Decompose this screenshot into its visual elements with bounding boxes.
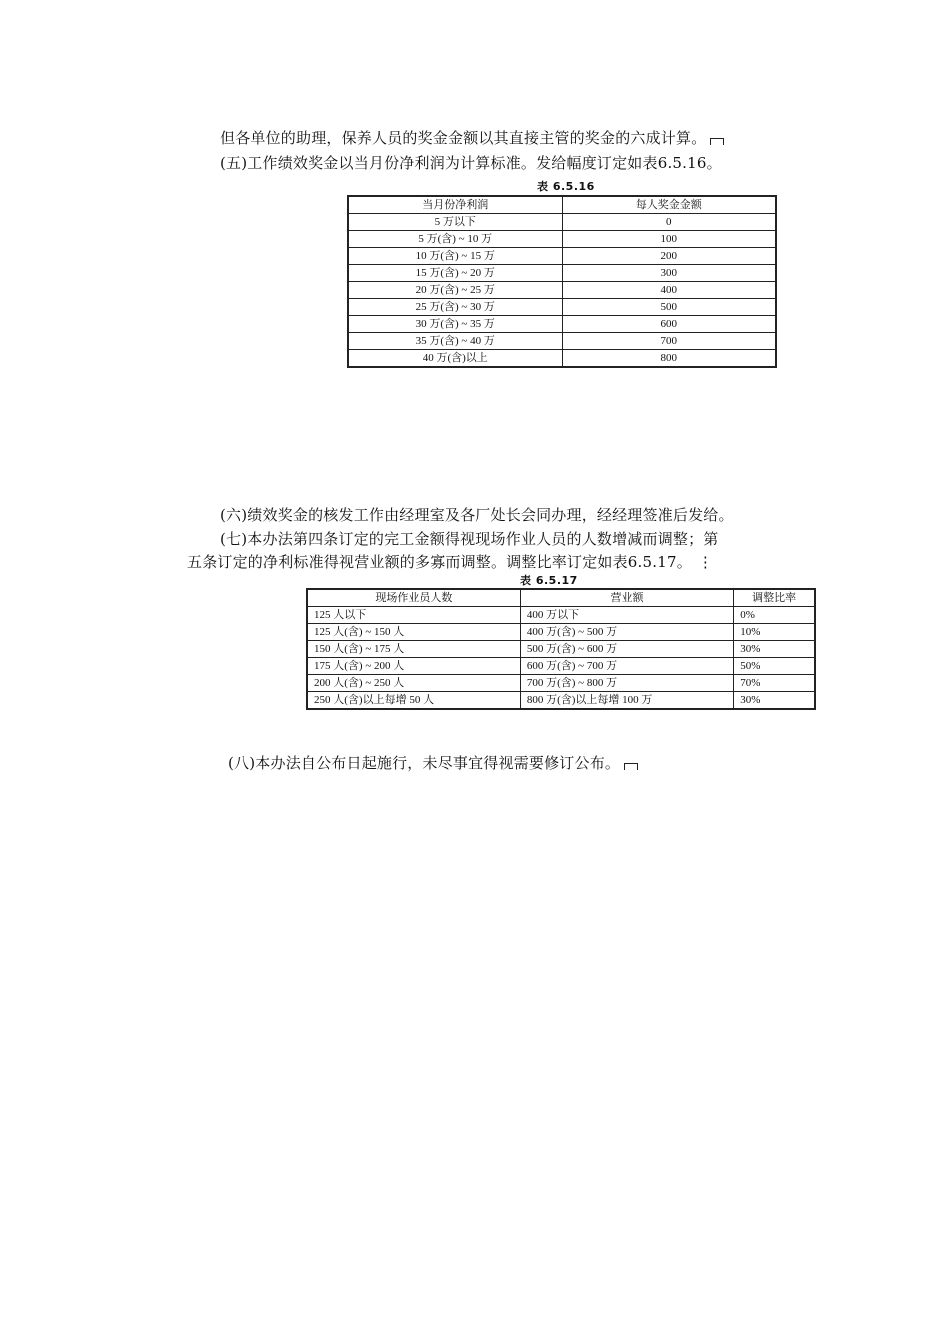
table-cell: 50% (734, 658, 815, 675)
table-cell: 500 (562, 299, 776, 316)
table-cell: 175 人(含) ~ 200 人 (307, 658, 520, 675)
table-row (348, 350, 776, 368)
table-cell: 70% (734, 675, 815, 692)
table-cell: 30 万(含) ~ 35 万 (348, 316, 562, 333)
table-cell: 30% (734, 641, 815, 658)
table-cell: 125 人以下 (307, 607, 520, 624)
table-cell: 15 万(含) ~ 20 万 (348, 265, 562, 282)
table-row (348, 231, 776, 248)
table-cell: 200 (562, 248, 776, 265)
column-header: 现场作业员人数 (307, 589, 520, 607)
table-row (348, 214, 776, 231)
table-cell: 400 万以下 (520, 607, 733, 624)
table-cell: 300 (562, 265, 776, 282)
paragraph-7-line2 (187, 552, 713, 572)
table-row (307, 692, 815, 710)
table-row (348, 265, 776, 282)
table-cell: 400 (562, 282, 776, 299)
table-cell: 35 万(含) ~ 40 万 (348, 333, 562, 350)
table-cell: 0% (734, 607, 815, 624)
paragraph-text: (八)本办法自公布日起施行，未尽事宜得视需要修订公布。 (228, 754, 621, 772)
column-header: 当月份净利润 (348, 196, 562, 214)
table-cell: 700 万(含) ~ 800 万 (520, 675, 733, 692)
table-row (348, 299, 776, 316)
table-cell: 400 万(含) ~ 500 万 (520, 624, 733, 641)
column-header: 营业额 (520, 589, 733, 607)
table-cell: 800 万(含)以上每增 100 万 (520, 692, 733, 710)
table-cell: 30% (734, 692, 815, 710)
paragraph-6: (六)绩效奖金的核发工作由经理室及各厂处长会同办理，经经理签准后发给。 (220, 506, 734, 524)
table-cell: 40 万(含)以上 (348, 350, 562, 368)
column-header: 调整比率 (734, 589, 815, 607)
table-row (307, 675, 815, 692)
table-cell: 5 万以下 (348, 214, 562, 231)
table-header-row (307, 589, 815, 607)
table-cell: 700 (562, 333, 776, 350)
table-cell: 800 (562, 350, 776, 368)
paragraph-5: (五)工作绩效奖金以当月份净利润为计算标准。发给幅度订定如表6.5.16。 (220, 154, 722, 172)
paragraph-8 (228, 753, 638, 773)
table-cell: 10 万(含) ~ 15 万 (348, 248, 562, 265)
table-cell: 600 万(含) ~ 700 万 (520, 658, 733, 675)
paragraph-assistant-bonus (220, 128, 724, 148)
paragraph-text: 但各单位的助理，保养人员的奖金金额以其直接主管的奖金的六成计算。 (220, 129, 707, 147)
table2-caption: 表 6.5.17 (520, 574, 578, 587)
table-profit-bonus (347, 195, 777, 368)
paragraph-7-line1: (七)本办法第四条订定的完工金额得视现场作业人员的人数增减而调整；第 (220, 530, 719, 548)
table-row (348, 316, 776, 333)
table-adjust-ratio (306, 588, 816, 710)
table-cell: 600 (562, 316, 776, 333)
table-cell: 100 (562, 231, 776, 248)
column-header: 每人奖金金额 (562, 196, 776, 214)
margin-mark-icon: ⋮ (697, 553, 714, 571)
margin-mark-icon (710, 138, 724, 145)
table-row (348, 333, 776, 350)
table-cell: 25 万(含) ~ 30 万 (348, 299, 562, 316)
table-cell: 5 万(含) ~ 10 万 (348, 231, 562, 248)
table-cell: 500 万(含) ~ 600 万 (520, 641, 733, 658)
table-cell: 10% (734, 624, 815, 641)
table-cell: 150 人(含) ~ 175 人 (307, 641, 520, 658)
table-cell: 125 人(含) ~ 150 人 (307, 624, 520, 641)
margin-mark-icon (624, 763, 638, 770)
table-cell: 20 万(含) ~ 25 万 (348, 282, 562, 299)
table-row (307, 658, 815, 675)
table-row (348, 282, 776, 299)
table-header-row (348, 196, 776, 214)
table-row (348, 248, 776, 265)
table-cell: 250 人(含)以上每增 50 人 (307, 692, 520, 710)
table1-caption: 表 6.5.16 (537, 180, 595, 193)
table-row (307, 624, 815, 641)
paragraph-text: 五条订定的净利标准得视营业额的多寡而调整。调整比率订定如表6.5.17。 (187, 553, 692, 571)
table-cell: 200 人(含) ~ 250 人 (307, 675, 520, 692)
table-row (307, 641, 815, 658)
table-row (307, 607, 815, 624)
table-cell: 0 (562, 214, 776, 231)
